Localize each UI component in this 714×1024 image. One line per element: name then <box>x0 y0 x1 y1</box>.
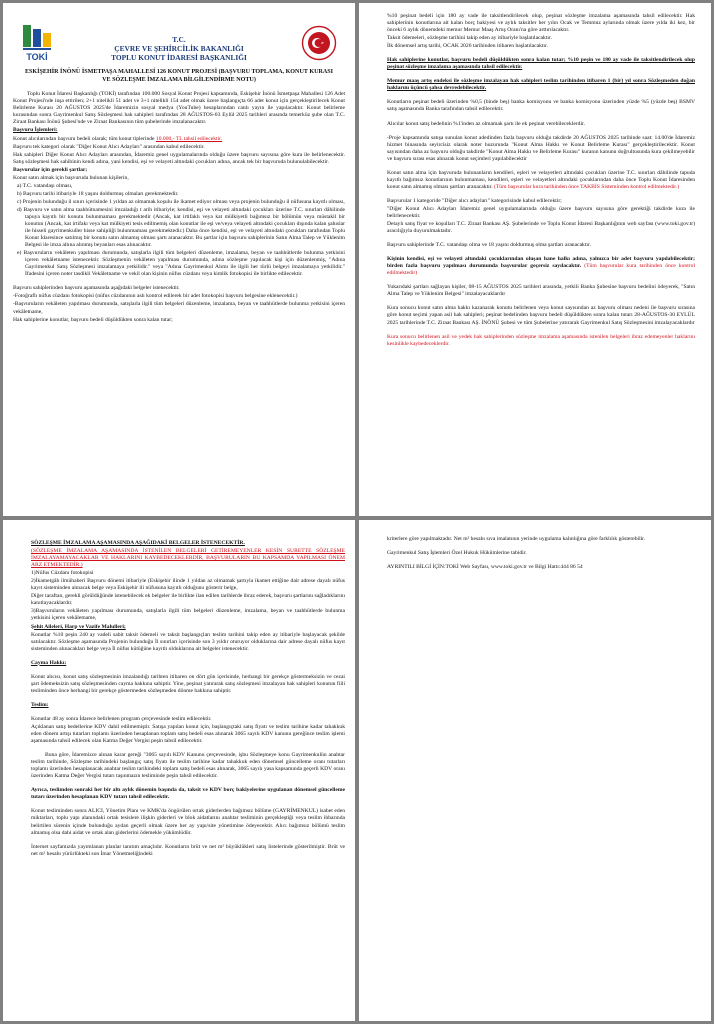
delivery-paragraph-3: Buna göre, İdaremizce alınan karar gereği "3065 sayılı KDV Kanunu çerçevesinde, işbu Sözleşmeye konu Gayrimenkulün anahtar teslim tarihinde, Sözleşme tarihindeki başlangıç satış fiyatı ile teslim tarihine kadar tahakkuk eden dönemsel güncelleme oranı tutarları toplamı üzerinden hesaplanacak anahtar teslim tarihindeki toplam satış bedeli esas alınarak, 3065 sayılı yasa kapsamında geçerli KDV oranı üzerinden Katma Değer Vergisi tutarı taşınmazın tesliminde peşin tahsil edilecektir. <box>31 752 345 780</box>
ownership-condition-paragraph: Konut satın alma için başvuruda bulunanların kendileri, eşleri ve velayetleri altındaki çocukları üzerine T.C. sınırları dâhilinde tapuda kayıtlı bağımsız konutlarının bulunmaması, kendileri, eşleri ve velayetleri altındaki çocuklarından daha önce Toplu Konut İdaresinden konut satın almamış olması şartları aranacaktır. (Tüm başvurular kura tarihinden önce TAKBİS Sisteminden kontrol edilmektedir.) <box>387 169 695 190</box>
documents-intro: Başvuru sahiplerinden başvuru aşamasında aşağıdaki belgeler istenecektir. <box>13 285 180 292</box>
document-title: ESKİŞEHİR İNÖNÜ İSMETPAŞA MAHALLESİ 126 KONUT PROJESİ (BAŞVURU TOPLAMA, KONUT KURASI VE SÖZLEŞME İMZALAMA BİLGİLENDİRME NOTU) <box>24 69 334 83</box>
section-heading-application: Başvuru İşlemleri: <box>13 127 58 134</box>
requirement-item-a: a) T.C. vatandaşı olması, <box>17 182 73 189</box>
doc-item-2: 2)İkametgâh ilmühaberi Başvuru dönemi itibariyle (Eskişehir ilinde 1 yıldan az olmamak şartıyla ikamet ettiğine dair adrese dayalı nüfus kayıt sisteminden alınacak belge veya Eskişehir ili nüfusuna kayıtlı olduğunu gösterir belge, <box>31 578 345 592</box>
delivery-paragraph-2: Açıklanan satış bedellerine KDV dahil edilmemiştir. Satışa yapılan konut için, başlangıçtaki satış fiyatı ve teslim tarihine kadar tahakkuk eden dönem artışı tutarları toplamı üzerinden hesaplanan toplam satış bedeli esas alınarak 3065 sayılı KDV kanunu gereğince teslim işlemi aşamasında tahsil edilecek olan Katma Değer Vergisi peşin tahsil edilecektir. <box>31 723 345 745</box>
takbis-note: (Tüm başvurular kura tarihinden önce TAKBİS Sisteminden kontrol edilmektedir.) <box>494 183 680 190</box>
citizen-age-paragraph: Başvuru sahiplerinde T.C. vatandaşı olma ve 18 yaşını doldurmuş olma şartları aranacaktır. <box>387 242 591 249</box>
document-page-3 <box>3 520 355 1021</box>
document-id-copy: -Fotoğraflı nüfus cüzdanı fotokopisi (nüfus cüzdanının aslı kontrol edilerek bir adet fotokopisi başvuru belgesine eklenecektir.) <box>13 293 298 300</box>
category-paragraph: Başvuru tek kategori olarak "Diğer Konut Alıcı Adayları" arasından kabul edilecektir. <box>13 143 205 150</box>
document-proxy: -Başvuruların vekâleten yapılması durumunda, satışlarla ilgili tüm belgeleri düzenleme, imzalama, beyan ve taahhütlerde bulunma yetkisini içeren vekâletname, <box>13 301 345 315</box>
document-page-2 <box>359 3 711 516</box>
application-fee: 10.000,- TL tahsil edilecektir. <box>155 135 223 142</box>
contact-info: AYRINTILI BİLGİ İÇİN:TOKİ Web Sayfası, www.toki.gov.tr ve Bilgi Hattı:444 86 54 <box>387 564 583 571</box>
document-page-4 <box>359 520 711 1021</box>
section-heading-documents: SÖZLEŞME İMZALAMA AŞAMASINDA AŞAĞIDAKİ BELGELER İSTENECEKTİR. <box>31 540 245 546</box>
installment-start: Taksit ödemeleri, sözleşme tarihini takip eden ay itibariyle başlatılacaktır. <box>387 35 552 42</box>
warning-paragraph: Kura sonucu belirlenen asil ve yedek hak sahiplerinden sözleşme imzalama aşamasında istenilen belgeleri ibraz edemeyenler haklarını kesinlikle kaybedeceklerdir. <box>387 333 695 347</box>
installment-paragraph: %10 peşinat bedeli için 180 ay vade ile taksitlendirilecek olup, peşinat sözleşme imzalama aşamasında tahsil edilecektir. Hak sahiplerinin konutlarına ait kalan borç bakiyesi ve aylık taksitler her yılın Ocak ve Temmuz aylarında olmak üzere yılda iki kez, bir önceki 6 aylık dönemdeki memur Memur Maaş Artış Oranı'na göre arttırılacaktır. <box>387 13 695 34</box>
intro-paragraph: Toplu Konut İdaresi Başkanlığı (TOKİ) tarafından 100.000 Sosyal Konut Projesi kapsamında, Eskişehir İnönü İsmetpaşa Mahallesi 126 Adet Konut Projesi'nde inşa ettirilen; 2+1 nitelikli 51 adet ve 3+1 nitelikli 154 adet olmak üzere başlangıçta 66 adet konut için gerçekleştirilecek Konut Belirleme Kurası 20 AĞUSTOS 2025'de İdaremizin sosyal medya (YouTube) hesaplarından canlı yayın ile yapılacaktır. Konut belirleme kurasından sonra Gayrimenkul Satış Sözleşmesi hak sahipleri tarafından 28 AĞUSTOS-03 Eylül 2025 tarihleri arasında temerküz şube olan T.C. Ziraat Bankası İnönü Şubesi'nde ve Ziraat Bankasının tüm şubelerinde imzalanacaktır. <box>13 91 345 126</box>
contract-signing-paragraph: Kura sonucu konut satın alma hakkı kazanarak konutu belirlenen veya konut sayısından az başvuru olması nedeni ile başvuru sırasına göre konut seçimi yapan asil hak sahipleri; peşinat bedelinden başvuru bedeli düşüldükten sonra kalan tutarı 28-AĞUSTOS-30 EYLÜL 2025 tarihlerinde T.C. Ziraat Bankası AŞ. İNÖNÜ Şubesi ve tüm Şubelerine yatırarak Gayrimenkul Satış Sözleşmesini imzalayacaklardır <box>387 305 695 326</box>
doc-item-1: 1)Nüfus Cüzdanı fotokopisi <box>31 570 94 577</box>
payment-intro: Hak sahiplerine konutlar, başvuru bedeli düşüldükten sonra kalan tutar; <box>13 316 173 323</box>
doc-item-2-note: Diğer taraftan, gerekli görüldüğünde istenebilecek ek belgeler ile birlikte ilan edilen tarihlerde ibraz ederek, başvuru şartlarını sağladıklarını kanıtlayacaklardır. <box>31 593 345 607</box>
category-accept-paragraph: Başvurular 1 kategoride "Diğer alıcı adayları" kategorisinde kabul edilecektir; <box>387 197 562 204</box>
other-buyers-paragraph: "Diğer Konut Alıcı Adayları İdaremiz genel uygulamalarında olduğu üzere başvuru sayısına göre gerektiği takdirde kura ile belirlenecektir. <box>387 205 695 219</box>
requirement-item-e: e) Başvuruların vekâleten yapılması durumunda, satışlarla ilgili tüm belgeleri düzenleme, imzalama, beyan ve taahhütlerde bulunma yetkisini içeren vekâletname istenecektir. Sözleşmenin vekâleten yapılması durumunda, adına sözleşme yapılacak kişi için düzenlenmiş, "Adına Gayrimenkul Satış Sözleşmesi imzalamaya yetkilidir." veya "Adına Gayrimenkul Alımı ile ilgili her türlü belgeyi imzalamaya yetkilidir." İfadesini içeren noter tasdikli Vekâletname ve vekil olan kişinin nüfus cüzdanı veya kimlik fotokopisi ile birlikte edilecektir. <box>17 250 345 278</box>
header-title <box>73 35 285 62</box>
section-heading-martyrs: Şehit Aileleri, Harp ve Vazife Malulleri; <box>31 623 126 630</box>
household-paragraph: Kişinin kendisi, eşi ve velayeti altındaki çocuklarından oluşan hane halkı adına, yalnızca bir adet başvuru yapılabilecektir; birden fazla başvuru yapılması durumunda başvurular geçersiz sayılacaktır. (Tüm başvurular kura tarihinden önce kontrol edilmektedir) <box>387 256 695 277</box>
lottery-paragraph: Hak sahipleri Diğer Konut Alıcı Adayları arasından, İdaremiz genel uygulamalarında olduğu üzere başvuru sayısına göre kura ile belirlenecektir. Satış sözleşmesi hak sahibinin kendi adına, yani kendisi, eşi ve velayeti altındaki çocukları adına, ancak tek bir başvuruda bulunulabilecektir. <box>13 151 345 165</box>
documents-warning: (SÖZLEŞME İMZALAMA AŞAMASINDA İSTENİLEN BELGELERİ GETİREMEYENLER KESİN SURETTE SÖZLEŞME İMZALAYAMAYACAKLAR VE HAKLARINI KAYBEDECEKLERDİR, BAŞVURULARIN BU KAPSAMDA YAPILMASI ÖNEM ARZ ETMEKTEDİR.) <box>31 548 345 569</box>
section-heading-requirements: Başvurular için gerekli şartlar; <box>13 166 88 173</box>
ministry-seal-icon <box>301 25 337 61</box>
legal-note: Gayrimenkul Satış İşlemleri Özel Hukuk Hükümlerine tabidir. <box>387 550 527 557</box>
details-paragraph: Detaylı satış fiyat ve koşulları T.C. Ziraat Bankası AŞ. Şubelerinde ve Toplu Konut İdaresi Başkanlığının web sayfası (www.toki.gov.tr) aracılığıyla duyurulmaktadır. <box>387 221 695 235</box>
application-dates-paragraph: Yukarıdaki şartları sağlayan kişiler, 08-15 AĞUSTOS 2025 tarihleri arasında, yetkili Banka Şubesine başvuru bedelini ödeyerek, "Satın Alma Talep ve Yüklenim Belgesi" imzalayacaklardır <box>387 284 695 298</box>
transfer-rights-highlight: Memur maaş artış endeksi ile sözleşme imzalayan hak sahipleri teslim tarihinden itibaren 1 (bir) yıl sonra Sözleşmeden doğan haklarını üçüncü şahsa devredebilecektir. <box>387 78 695 92</box>
payment-terms-highlight: Hak sahiplerine konutlar, başvuru bedeli düşüldükten sonra kalan tutar; %10 peşin ve 180 ay vade ile taksitlendirilecek olup peşinat sözleşme imzalama aşamasında tahsil edilecektir. <box>387 57 695 71</box>
delivery-paragraph-6: İnternet sayfamızda yayımlanan planlar tanıtım amaçlıdır. Konutların brüt ve net m² büyüklükleri satış listelerinde gösterilmiştir. Brüt ve net m² hesabı yürürlükteki son İmar Yönetmeliğindeki <box>31 843 345 857</box>
lottery-date-paragraph: -Proje kapsamında satışa sunulan konut adedinden fazla başvuru olduğu takdirde 20 AĞUSTOS 2025 tarihinde saat: 14.00'de İdaremiz hizmet binasında seyircisiz olarak noter huzurunda "Konut Alma Hakkı ve Konut Belirleme Kurası" gerçekleştirilecektir. Konut sayısından daha az başvuru olduğu takdirde "Konut Alma Hakkı ve Belirleme Kurası" kuranın kanunu doğrultusunda kura çekilmeyebilir ve başvuru sırası esas alınarak konut seçimleri yapılabilecektir <box>387 134 695 162</box>
fee-paragraph: Konut alıcılarından başvuru bedeli olarak; tüm konut tiplerinde 10.000,- TL tahsil edilecektir. <box>13 135 223 142</box>
header-line-2: ÇEVRE VE ŞEHİRCİLİK BAKANLIĞI <box>114 44 244 54</box>
toki-logo-icon <box>19 23 59 65</box>
household-note: (Tüm başvurular kura tarihinden önce kontrol edilmektedir) <box>387 263 695 277</box>
requirement-item-c: c) Projenin bulunduğu il sınırı içerisinde 1 yıldan az olmamak koşulu ile ikamet ediyor olması veya projenin bulunduğu il nüfusuna kayıtlı olması, <box>17 198 345 205</box>
letterhead <box>13 9 345 67</box>
extra-downpayment-paragraph: Alıcılar konut satış bedelinin %1'inden az olmamak şartı ile ek peşinat verebileceklerdir. <box>387 120 585 127</box>
requirements-intro: Konut satın almak için başvuruda bulunan kişilerin, <box>13 174 129 181</box>
delivery-paragraph-1: Konutlar 48 ay sonra İdarece belirlenen program çerçevesinde teslim edilecektir. <box>31 715 212 722</box>
header-line-3: TOPLU KONUT İDARESİ BAŞKANLIĞI <box>111 53 247 63</box>
requirement-item-d: d) Başvuru ve satın alma taahhütnamesini imzaladığı t arih itibariyle; kendisi, eşi ve velayeti altındaki çocukları üzerine T.C. sınırları dâhilinde tapuya kayıtlı bir konutu bulunmaması gerekmektedir (Ancak, kat irtifaklı veya kat mülkiyetli bağımsız bir bölümün veya müstakil bir konutun (Ancak, kat irtifakı veya kat mülkiyeti tesis edilmemiş olan konutlar ile eşi ve/veya velayeti altındaki çocukları dışında kalan şahıslar ile hisseli gayrimenkuller hisse sahipliği bulunmaması gerekmektedir.) Daha önce kendisi, eşi ve velayeti altındaki çocukları tarafından Toplu Konut İdaresince satılmış bir konutu satın almamış olması şartı aranacaktır. Bu şartlar için başvuru sahiplerinin Satın Alma Talep ve Yüklenim Belgesi ile imza altına alınmış beyanları esas alınacaktır. <box>17 206 345 249</box>
martyrs-paragraph: Konutlar %10 peşin 240 ay vadeli sabit taksit ödemeli ve taksit başlangıçları teslim tarihini takip eden ay itibariyle başlayacak şekilde satılacaktır. Sözleşme aşamasında Projenin bulunduğu İl sınırları içerisinde son 3 yıldır oturuyor olduklarına dair adrese dayalı nüfus kayıt sisteminden alınacakları belge veya İl nüfus kütüğüne kayıtlı olduklarına ait belgeler istenecektir. <box>31 631 345 652</box>
requirement-item-b: b) Başvuru tarihi itibariyle 18 yaşını doldurmuş olmaları gerekmektedir. <box>17 190 179 197</box>
section-heading-delivery: Teslim: <box>31 701 49 708</box>
withdrawal-paragraph: Konut alıcısı, konut satış sözleşmesinin imzalandığı tarihten itibaren on dört gün içerisinde, herhangi bir gerekçe göstermeksizin ve cezai şart ödemeksizin satış sözleşmesinden cayma hakkına sahiptir. Yine, peşinat yatırarak satış sözleşmesi imzalayan hak sahipleri konutun fiili tesliminden önce herhangi bir gerekçe göstermeden sözleşmeden dönme hakkına sahiptir. <box>31 673 345 694</box>
bank-commission-paragraph: Konutların peşinat bedeli üzerinden %0,5 (binde beş) banka komisyonu ve banka komisyonu üzerinden yüzde %5 (yüzde beş) BSMV satış aşamasında Banka tarafından tahsil edilecektir. <box>387 99 695 113</box>
delivery-paragraph-4: Ayrıca, teslimden sonraki her bir altı aylık dönemin başında da, taksit ve KDV borç bakiyelerine uygulanan dönemsel güncelleme tutarı üzerinden hesaplanan KDV tutarı tahsil edilecektir. <box>31 787 345 801</box>
toki-logo-text: TOKİ <box>26 52 48 62</box>
document-page-1 <box>3 3 355 516</box>
header-line-1: T.C. <box>172 35 186 44</box>
continuation-paragraph: kriterlere göre yapılmaktadır. Net m² hesabı sıva imalatının yerinde uygulama kalınlığına göre farklılık gösterebilir. <box>387 536 646 542</box>
section-heading-withdrawal: Cayma Hakkı: <box>31 659 67 666</box>
first-increase-date: İlk dönemsel artış tarihi, OCAK 2026 tarihinden itibaren başlatılacaktır. <box>387 43 548 50</box>
delivery-paragraph-5: Konut tesliminden sonra ALICI, Yönetim Planı ve KMK'da öngörülen ortak giderlerden bağımsız bölüme (GAYRİMENKUL) isabet eden miktarları, toplu yapı alanındaki ortak tesislere ilişkin giderleri ve blok aidatlarını anahtar tesliminin gerçekleştiği veya teslim ihbarında belirtilen sürenin içinde bulunduğu aydan geçerli olmak üzere her ay yapı/site yönetimine ödeyecektir. Alıcı bağımsız bölümü teslim almamış olsa dahi aidat ve ortak alan giderlerini ödemekle yükümlüdür. <box>31 808 345 836</box>
doc-item-3: 3)Başvuruların vekâleten yapılması durumunda, satışlarla ilgili tüm belgeleri düzenleme, imzalama, beyan ve taahhütlerde bulunma yetkisini içeren vekâletname, <box>31 608 345 622</box>
